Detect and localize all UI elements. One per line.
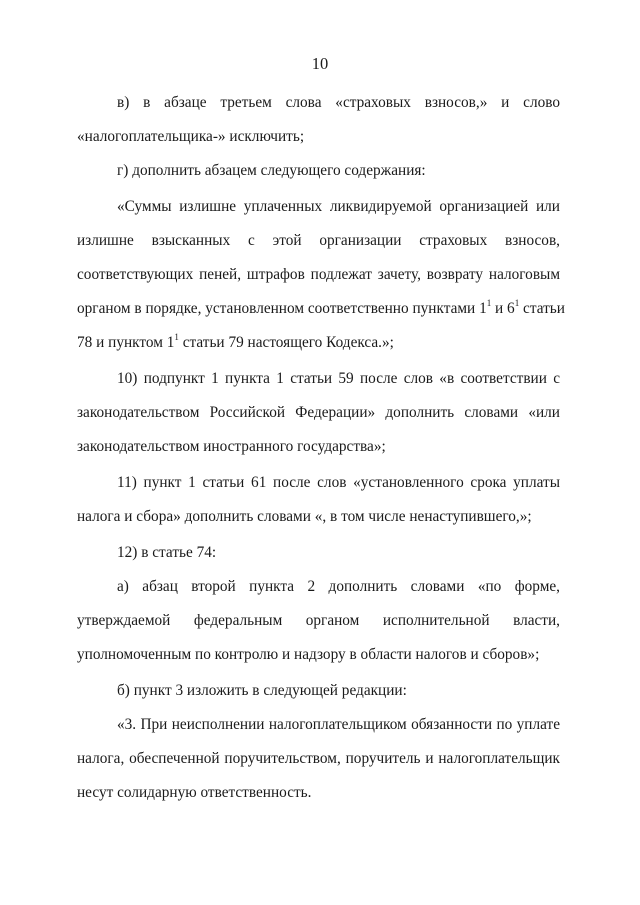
text-segment: 78 и пунктом 1: [77, 334, 175, 351]
superscript: 1: [486, 297, 492, 308]
superscript: 1: [514, 297, 520, 308]
text-segment: и 6: [491, 300, 515, 317]
superscript: 1: [174, 331, 179, 342]
text-line: 11) пункт 1 статьи 61 после слов «установленного срока уплаты: [117, 474, 560, 491]
text-line: [77, 333, 560, 353]
page-number: 10: [311, 54, 329, 73]
text-line: б) пункт 3 изложить в следующей редакции:: [117, 682, 407, 699]
text-line: несут солидарную ответственность.: [77, 784, 312, 801]
text-segment: статьи 79 настоящего Кодекса.»;: [178, 334, 394, 351]
text-line: налога и сбора» дополнить словами «, в том числе ненаступившего,»;: [77, 508, 532, 525]
text-line: налога, обеспеченной поручительством, поручитель и налогоплательщик: [77, 750, 560, 767]
text-line: соответствующих пеней, штрафов подлежат зачету, возврату налоговым: [77, 266, 560, 283]
text-line: утверждаемой федеральным органом исполнительной власти,: [77, 612, 560, 629]
text-line: г) дополнить абзацем следующего содержания:: [117, 162, 426, 179]
text-line: 10) подпункт 1 пункта 1 статьи 59 после слов «в соответствии с: [117, 370, 560, 387]
text-line: [77, 297, 565, 319]
text-line: «3. При неисполнении налогоплательщиком обязанности по уплате: [117, 716, 560, 733]
text-line: 12) в статье 74:: [117, 544, 217, 561]
text-line: уполномоченным по контролю и надзору в области налогов и сборов»;: [77, 646, 540, 663]
text-line: законодательством иностранного государства»;: [77, 438, 386, 455]
text-segment: органом в порядке, установленном соответственно пунктами 1: [77, 300, 487, 317]
text-line: излишне взысканных с этой организации страховых взносов,: [77, 232, 560, 249]
text-line: законодательством Российской Федерации» дополнить словами «или: [77, 404, 560, 421]
text-line: в) в абзаце третьем слова «страховых взносов,» и слово: [117, 94, 560, 111]
text-line: «Суммы излишне уплаченных ликвидируемой организацией или: [117, 198, 560, 215]
text-line: а) абзац второй пункта 2 дополнить словами «по форме,: [117, 578, 560, 595]
text-line: «налогоплательщика-» исключить;: [77, 128, 305, 145]
text-segment: статьи: [519, 300, 565, 317]
